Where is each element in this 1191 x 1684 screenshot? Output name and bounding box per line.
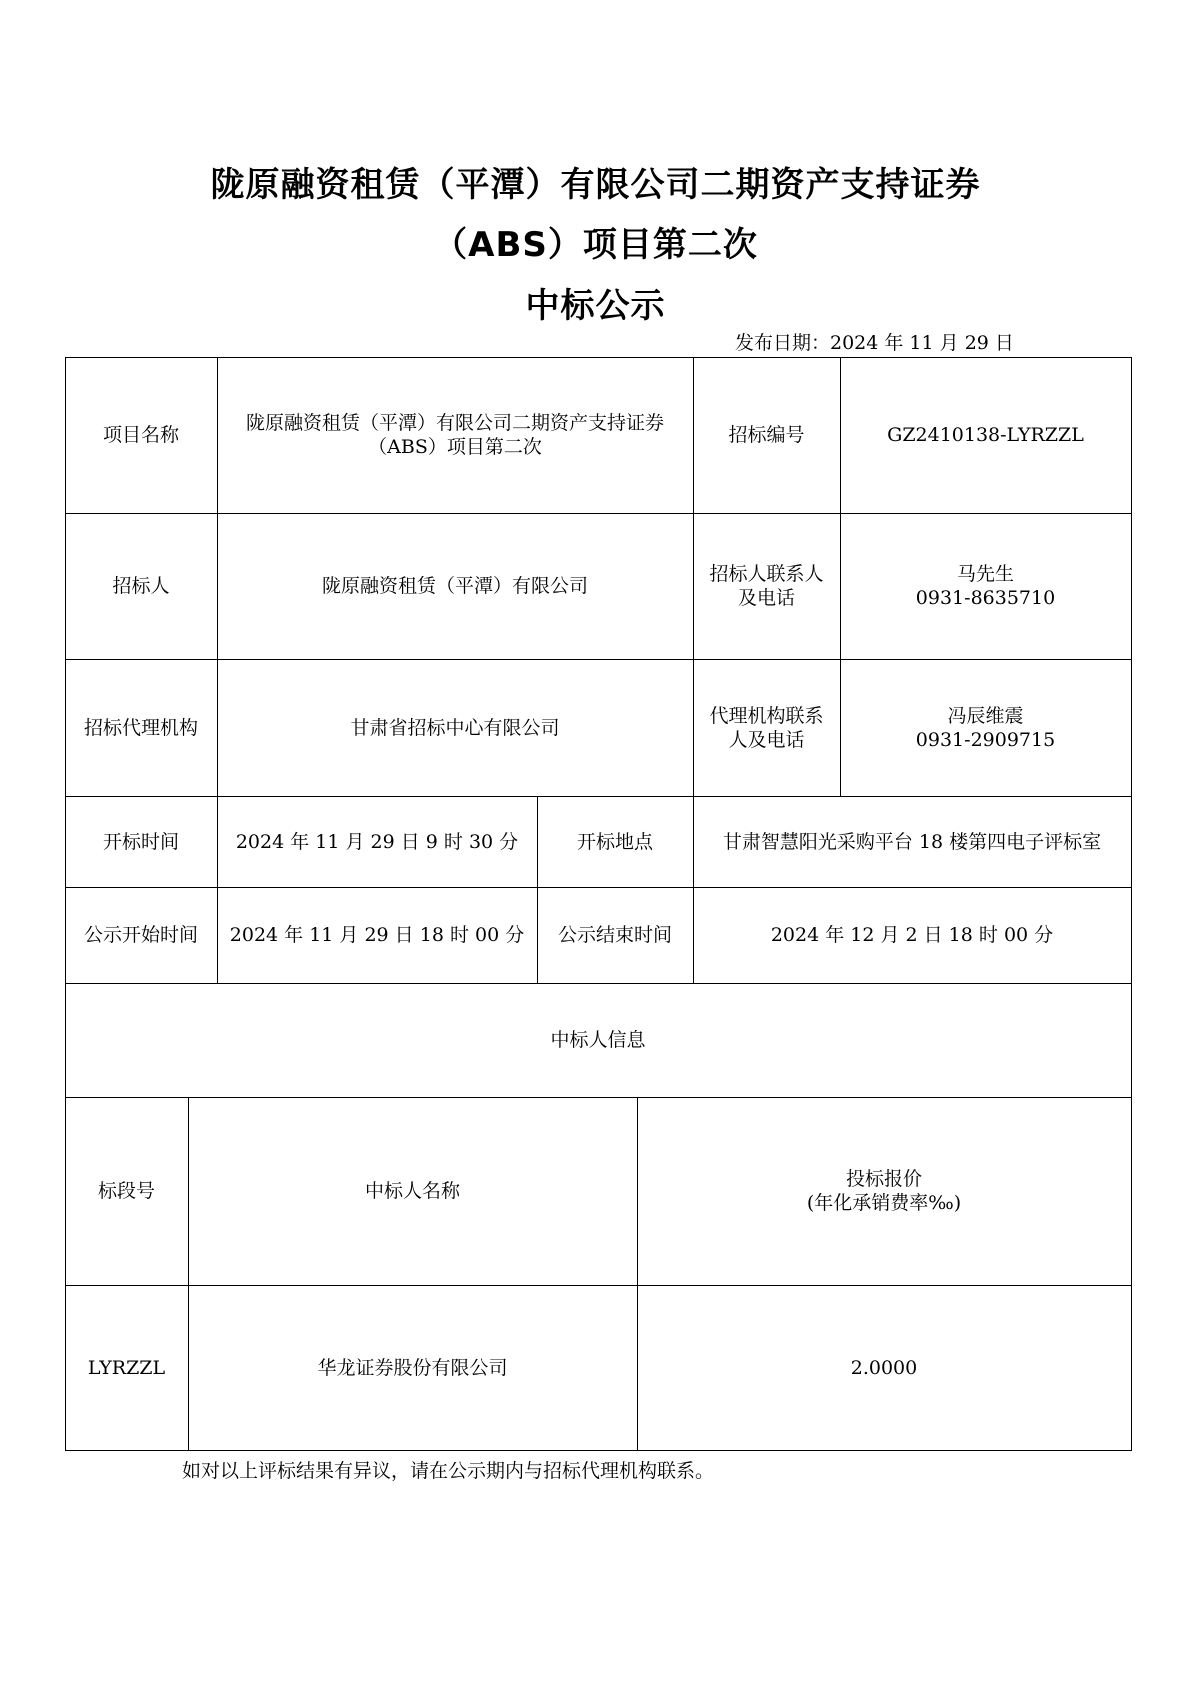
agency-contact-phone: 0931-2909715 bbox=[915, 728, 1056, 751]
agency-contact-value bbox=[840, 659, 1131, 796]
title-line-2: （ABS）项目第二次 bbox=[433, 225, 758, 265]
notice-end-label: 公示结束时间 bbox=[557, 924, 672, 946]
agency-label: 招标代理机构 bbox=[83, 716, 198, 739]
bid-number-value: GZ2410138-LYRZZL bbox=[887, 424, 1084, 446]
publish-date: 发布日期：2024 年 11 月 29 日 bbox=[735, 332, 1014, 354]
opening-place-value: 甘肃智慧阳光采购平台 18 楼第四电子评标室 bbox=[722, 830, 1102, 853]
title-line-3: 中标公示 bbox=[525, 286, 666, 326]
tenderer-contact-name: 马先生 bbox=[956, 563, 1014, 585]
table-border-right bbox=[1131, 357, 1132, 1451]
opening-time-label: 开标时间 bbox=[102, 830, 179, 853]
title-line-1: 陇原融资租赁（平潭）有限公司二期资产支持证券 bbox=[210, 165, 981, 205]
tenderer-contact-label-line-2: 及电话 bbox=[737, 587, 795, 609]
objection-note: 如对以上评标结果有异议，请在公示期内与招标代理机构联系。 bbox=[182, 1460, 715, 1482]
agency-value: 甘肃省招标中心有限公司 bbox=[350, 716, 560, 739]
notice-start-value: 2024 年 11 月 29 日 18 时 00 分 bbox=[229, 924, 525, 946]
project-name-line-2: （ABS）项目第二次 bbox=[368, 436, 542, 458]
col-price-header-line-2: (年化承销费率‰) bbox=[806, 1192, 962, 1214]
row-price-value: 2.0000 bbox=[850, 1356, 918, 1379]
tenderer-label: 招标人 bbox=[112, 575, 170, 597]
col-winner-header: 中标人名称 bbox=[364, 1180, 460, 1202]
col-lot-header: 标段号 bbox=[97, 1180, 155, 1202]
project-name-value bbox=[217, 357, 693, 513]
agency-contact-label-line-1: 代理机构联系 bbox=[709, 704, 824, 727]
winner-info-heading: 中标人信息 bbox=[550, 1029, 646, 1051]
tenderer-contact-value bbox=[840, 513, 1131, 659]
agency-contact-label bbox=[693, 659, 840, 796]
row-winner-value: 华龙证券股份有限公司 bbox=[317, 1356, 508, 1379]
bid-number-label: 招标编号 bbox=[728, 424, 805, 446]
tenderer-value: 陇原融资租赁（平潭）有限公司 bbox=[321, 575, 588, 597]
project-name-line-1: 陇原融资租赁（平潭）有限公司二期资产支持证券 bbox=[245, 412, 664, 434]
tenderer-contact-label bbox=[693, 513, 840, 659]
col-price-header bbox=[637, 1097, 1131, 1285]
tenderer-contact-phone: 0931-8635710 bbox=[915, 587, 1056, 609]
opening-place-label: 开标地点 bbox=[576, 830, 653, 853]
row-lot-value: LYRZZL bbox=[87, 1356, 166, 1379]
col-price-header-line-1: 投标报价 bbox=[845, 1168, 922, 1190]
agency-contact-name: 冯辰维震 bbox=[947, 704, 1024, 727]
agency-contact-label-line-2: 人及电话 bbox=[728, 728, 805, 751]
project-name-label: 项目名称 bbox=[102, 424, 179, 446]
notice-start-label: 公示开始时间 bbox=[83, 924, 198, 946]
table-border-bottom bbox=[65, 1450, 1132, 1451]
notice-end-value: 2024 年 12 月 2 日 18 时 00 分 bbox=[770, 924, 1054, 946]
tenderer-contact-label-line-1: 招标人联系人 bbox=[709, 563, 824, 585]
opening-time-value: 2024 年 11 月 29 日 9 时 30 分 bbox=[235, 830, 519, 853]
